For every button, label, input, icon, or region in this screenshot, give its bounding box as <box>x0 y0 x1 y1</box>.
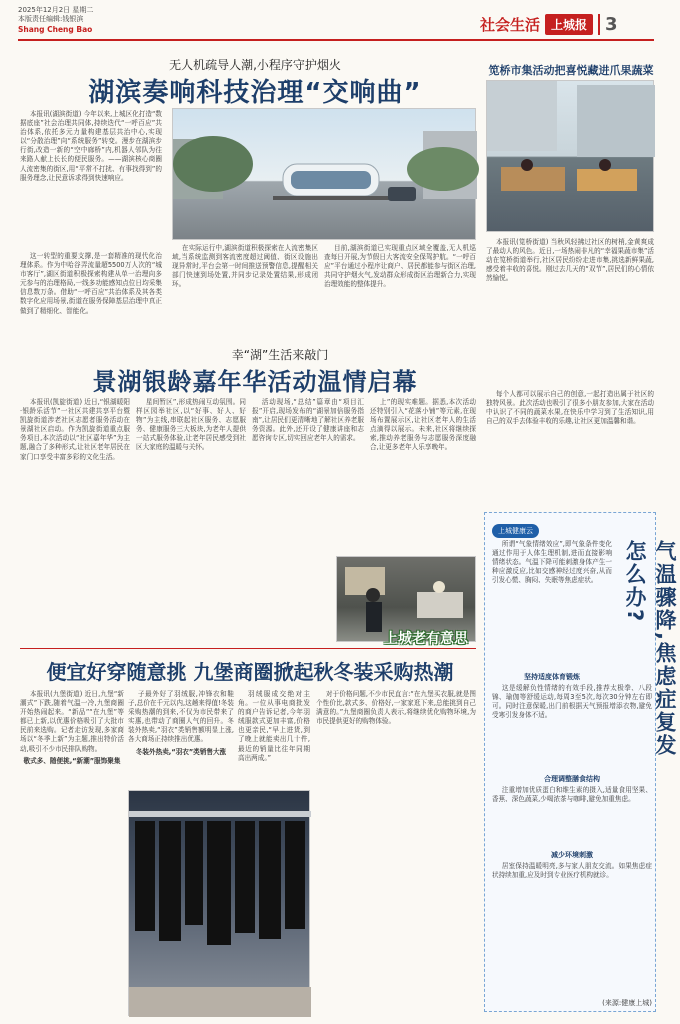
side2-body-col2: 这是缓解负性情绪的有效手段,推荐太极拳、八段锦、瑜伽等舒缓运动,每周3至5次,每次30分钟左右即可。同时注意保暖,出门前根据天气预报增添衣物,避免受寒引发身体不适。 <box>492 684 652 720</box>
story2-headline: 景湖银龄嘉年华活动温情启幕 <box>92 368 418 396</box>
side2-subhead3: 减少环境刺激 <box>551 851 593 859</box>
date-line: 2025年12月2日 星期二 <box>18 6 94 14</box>
story2-body-col1: 本报讯(凯旋街道) 近日,“银湖暖阳·银龄乐活节”一社区共建共享平台暨凯旋街道涉老社区志愿者服务活动在景湖社区启动。作为凯旋街道重点服务项目,本次活动以“社区嘉年华”为主题,融合了多种形式,让社区老年居民在家门口享受丰富多彩的文化生活。 <box>20 398 130 461</box>
side2-source: (来源:健康上城) <box>602 999 652 1007</box>
side1-photo <box>486 80 654 232</box>
story1-photo <box>172 108 476 240</box>
story3-subhead-a: 敬式多、随便挑,“新潮”服饰聚集 <box>23 756 121 765</box>
story2-logo-text: 上城老有意思 <box>384 631 468 647</box>
clothing-rack-illustration <box>129 791 311 1017</box>
story3-photo <box>128 790 310 1016</box>
story3-body-col1: 本报讯(九堡街道) 近日,九堡“新潮式”下跌,随着气温一冷,九堡商圈开始热闹起来。“新品”“在九堡”等都已上新,以优惠价格吸引了大批市民前来选购。记者走访发现,多家商场以“冬季上新”为主题,推出特价活动,吸引不少市民排队购物。 敬式多、随便挑,“新潮”服饰聚集 <box>20 690 124 765</box>
story3-body-col4: 对于价格问题,不少市民直言:“在九堡买衣服,就是图个性价比,款式多、价格好,一家家逛下来,总能挑到自己满意的。”九堡商圈负责人表示,将继续优化购物环境,为市民提供更好的购物体验。 <box>316 690 476 726</box>
market-stall-illustration <box>487 81 655 233</box>
side2-subhead2: 合理调整膳食结构 <box>544 775 600 783</box>
story3-headline: 便宜好穿随意挑 九堡商圈掀起秋冬装采购热潮 <box>46 660 454 684</box>
page-number: 3 <box>598 14 618 35</box>
brand-name: Shang Cheng Bao <box>18 24 93 34</box>
section-title: 社会生活 <box>480 15 541 34</box>
story2-body-col2: 星间暂区”,形成热闹互动氛围。同样区园举社区,以“好事、好人、好物”为主线,串联起社区服务、志愿服务、健康服务三大板块,为老年人提供一站式服务体验,让老年居民感受到社区大家庭的温暖与关怀。 <box>136 398 246 452</box>
street-kiosk-illustration <box>173 109 477 241</box>
story1-kicker: 无人机疏导人潮,小程序守护烟火 <box>169 58 341 72</box>
side2-headline: 气温骤降,焦虑症复发怎么办? <box>623 540 677 757</box>
story1-body-col4: 目前,湖滨街道已实现重点区域全覆盖,无人机巡查每日开展,为节假日大客流安全保驾护航。“一呼百应”平台通过小程序让商户、居民都能参与街区治理,共同守护烟火气,发动群众形成街区治理新合力,实现治理效能的整体提升。 <box>324 244 476 289</box>
newspaper-logo: 上城报 <box>545 14 593 35</box>
story3-body-col3: 羽绒服成交绝对主角。一位从事电商批发的商户告诉记者,今年羽绒服款式更加丰富,价格也更亲民,“早上进货,到了晚上就能卖出几十件,最近的销量比往年同期高出两成。” <box>238 690 310 762</box>
side2-subhead: 坚持适度体育锻炼 <box>524 673 580 681</box>
side1-body-col1: 本报讯(笕桥街道) 当秋风轻拂过社区的树梢,金黄爽成了最动人的风色。近日,一场热闹非凡的“幸福果蔬市集”活动在笕桥街道举行,社区居民纷纷走进市集,挑选新鲜果蔬,感受着丰收的喜悦。刚过去几天的“双节”,居民们的心情依然愉悦。 <box>486 238 654 283</box>
side2-body-col4: 居室保持温暖明亮,多与家人朋友交流。如果焦虑症状持续加重,应及时到专业医疗机构就诊。 <box>492 862 652 880</box>
story2-body-col4: 上”的现实难题。据悉,本次活动还特别引入“花落小铺”等元素,在现场布置展示区,让社区老年人的生活点滴得以展示。未来,社区将继续探索,推动养老服务与志愿服务深度融合,让更多老年人乐享晚年。 <box>370 398 476 452</box>
story2-kicker: 幸“湖”生活来敲门 <box>231 348 329 362</box>
story1-body-col2: 这一转型的重要支撑,是一套精准的现代化治理体系。作为中哈谷弄流量超5500万人次的“城市客厅”,湖区街道积极探索构建从单一治理向多元参与的治理格局,一线多功能感知点位日均采集信息数万条。借助“一呼百应”共治体系及其各类数字化应用场景,街道在服务保障基层治理中真正做到了精细化、智能化。 <box>20 252 162 315</box>
side1-headline: 笕桥市集活动把喜悦藏进爪果蔬菜 <box>488 64 654 77</box>
masthead-rule <box>18 39 654 41</box>
masthead-meta <box>18 6 218 35</box>
story1-body-col1: 本报讯(湖滨街道) 今年以来,上城区化打造“数据底座”社会治理共同体,持续迭代“一呼百应”共治体系,依托多元力量构建基层共治中心,实现以“分散治理”向“系统服务”转变。漫步在湖滨步行街,改造一新的“空中廊桥”内,机器人邻队为往来路人献上长长的便民服务。——湖滨核心商圈人流密集的街区,用“平常不打扰、有事找得到”的服务理念,让民意诉求得到快速响应。 <box>20 110 162 182</box>
story1-body-col3: 在实际运行中,湖滨街道积极探索在人流密集区域,当系统监测到客流密度超过阈值、街区设施出现异常时,平台会第一时间推送预警信息,提醒相关部门快速到场处置,并同步记录处置结果,形成闭环。 <box>172 244 318 289</box>
health-cloud-logo <box>492 518 539 538</box>
side2-body-col3: 注重增加优质蛋白和维生素的摄入,适量食用坚果、香蕉、深色蔬菜,少喝浓茶与咖啡,避免加重焦虑。 <box>492 786 652 804</box>
health-cloud-tag: 上城健康云 <box>492 524 539 538</box>
story-divider <box>20 648 476 649</box>
story2-body-col3: 活动现场,“总结”篇章由“项目汇报”开启,现场发布的“湖景加倍服务指南”,让居民们更清晰地了解社区养老服务资源。此外,还开设了健康讲座和志愿咨询专区,切实回应老年人的需求。 <box>252 398 364 443</box>
side2-body-col1: 所谓“气象情绪效应”,即气象条件变化通过作用于人体生理机制,进而直接影响情绪状态。气温下降可能刺激身体产生一种应激反应,比如交感神经过度兴奋,从而引发心慌、胸闷、失眠等焦虑症状。 <box>492 540 612 585</box>
side1-body-col2: 每个人都可以展示自己的创意,一起打造出属于社区的独特风景。此次活动也吸引了很多小朋友参加,大家在活动中认识了不同的蔬菜水果,在快乐中学习到了生活知识,用自己的双手去体验丰收的乐趣,让社区更加温馨和谐。 <box>486 390 654 426</box>
section-header <box>480 12 655 36</box>
story3-subhead-b: 冬装外热卖,“羽衣”类销售大涨 <box>135 747 227 756</box>
editor-line: 本版责任编辑:钱银滨 <box>18 15 84 24</box>
story1-headline: 湖滨奏响科技治理“交响曲” <box>88 78 422 108</box>
story3-body-col2: 子最外好了羽绒服,冲锋衣和鞋子,总价在千元以内,这趟来得值!冬装采购热潮的到来,不仅为市民带来了实惠,也带动了商圈人气的回升。冬装外热卖,“羽衣”类销售额明显上涨,各大商场正持续推出优惠。 冬装外热卖,“羽衣”类销售大涨 <box>128 690 234 756</box>
